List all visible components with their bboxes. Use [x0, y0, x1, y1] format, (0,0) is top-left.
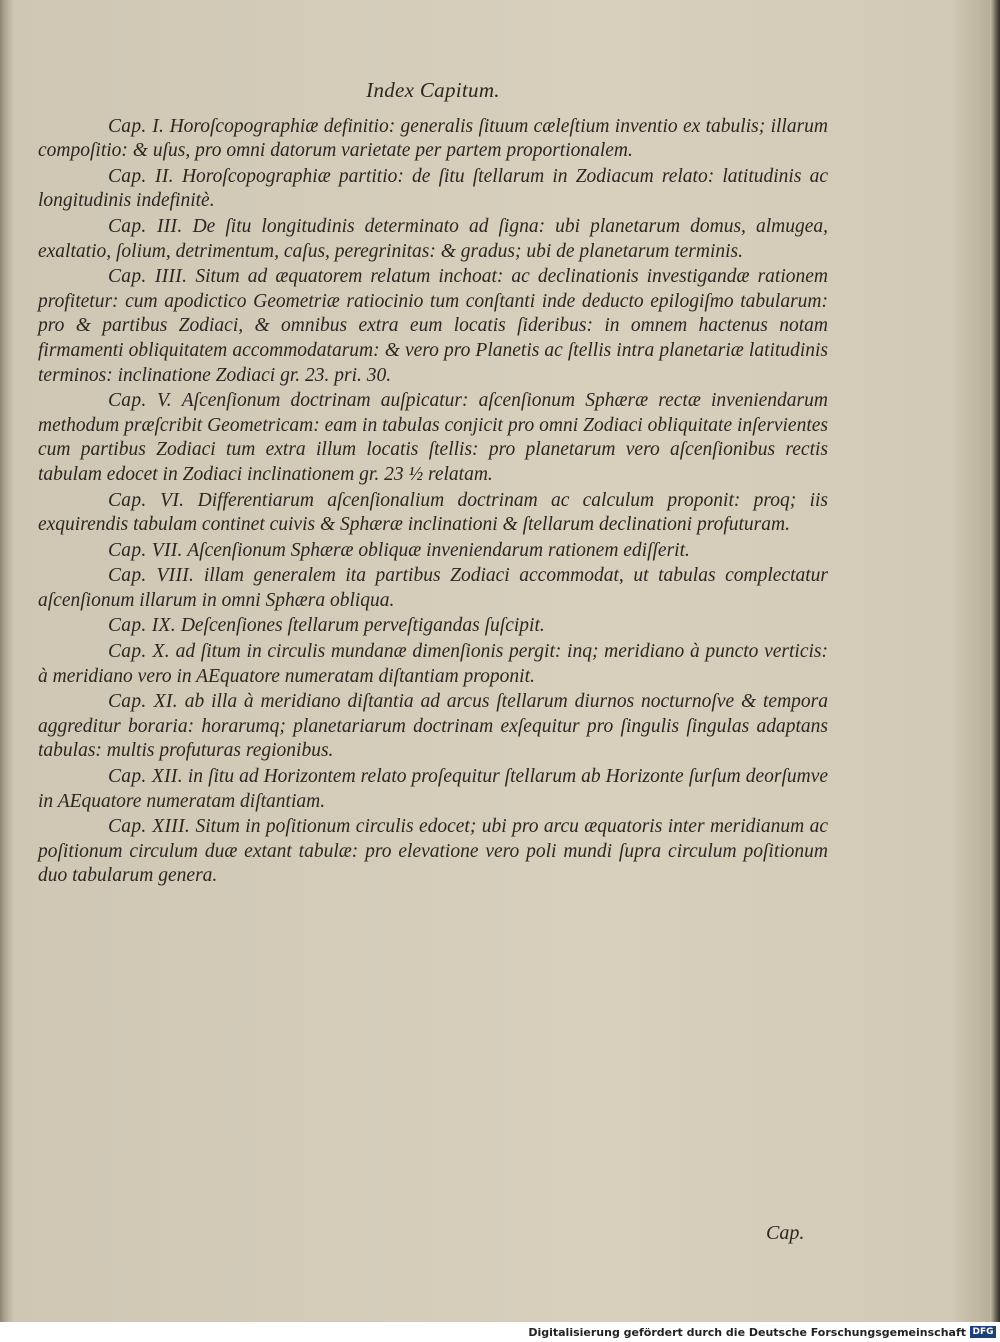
- chapter-summary: Aſcenſionum Sphæræ obliquæ inveniendarum rationem ediſſerit.: [187, 539, 690, 561]
- chapter-entry-6: [38, 489, 828, 538]
- chapter-label: Cap. VII.: [108, 539, 183, 561]
- chapter-entry-13: [38, 815, 828, 889]
- chapter-entry-8: [38, 564, 828, 613]
- chapter-label: Cap. XII.: [108, 766, 183, 788]
- chapter-label: Cap. VIII.: [108, 565, 195, 587]
- chapter-label: Cap. V.: [108, 390, 172, 412]
- chapter-summary: De ſitu longitudinis determinato ad ſigna: ubi planetarum domus, almugea, exaltatio, ſolium, detrimentum, caſus, peregrinitas: & gradus; ubi de planetarum terminis.: [38, 215, 828, 262]
- catchword: Cap.: [766, 1222, 805, 1244]
- chapter-entry-9: [38, 614, 828, 639]
- chapter-label: Cap. IIII.: [108, 266, 188, 288]
- chapter-label: Cap. XIII.: [108, 816, 191, 838]
- chapter-label: Cap. X.: [108, 641, 170, 663]
- chapter-entry-11: [38, 690, 828, 764]
- chapter-summary: Horoſcopographiæ partitio: de ſitu ſtellarum in Zodiacum relato: latitudinis ac longitudinis indefinitè.: [38, 165, 828, 212]
- chapter-entry-2: [38, 165, 828, 214]
- chapter-summary: Differentiarum aſcenſionalium doctrinam ac calculum proponit: proq; iis exquirendis tabulam continet cuivis & Sphæræ inclinationi & ſtellarum declinationi profuturam.: [38, 489, 828, 536]
- chapter-summary: Situm ad æquatorem relatum inchoat: ac declinationis investigandæ rationem profitetur: cum apodictico Geometriæ ratiocinio tum conſtanti inde deducto epilogiſmo tabularum: pro & partibus Zodiaci, & omnibus extra eum locatis ſideribus: in omnem hactenus notam firmamenti obliquitatem accommodatarum: & vero pro Planetis ac ſtellis intra planetariæ latitudinis terminos: inclinatione Zodiaci gr. 23. pri. 30.: [38, 266, 829, 386]
- chapter-summary: in ſitu ad Horizontem relato proſequitur ſtellarum ab Horizonte ſurſum deorſumve in AEquatore numeratam diſtantiam.: [38, 766, 829, 812]
- chapter-label: Cap. IX.: [108, 615, 176, 637]
- chapter-entry-4: [38, 265, 828, 388]
- chapter-entry-7: [38, 539, 828, 564]
- chapter-label: Cap. XI.: [108, 691, 178, 713]
- chapter-summary: Aſcenſionum doctrinam auſpicatur: aſcenſionum Sphæræ rectæ inveniendarum methodum præſcribit Geometricam: eam in tabulas conjicit pro omni Zodiaci obliquitate inſervientes cum partibus Zodiaci tum extra illum locatis ſtellis: pro planetarum vero aſcenſionibus rectis tabulam edocet in Zodiaci inclinationem gr. 23 ½ relatam.: [38, 390, 828, 485]
- binding-edge-shadow: [990, 0, 1000, 1322]
- chapter-summary: illam generalem ita partibus Zodiaci accommodat, ut tabulas complectatur aſcenſionum illarum in omni Sphæra obliqua.: [38, 565, 828, 611]
- chapter-label: Cap. VI.: [108, 489, 185, 511]
- chapter-summary: ab illa à meridiano diſtantia ad arcus ſtellarum diurnos nocturnoſve & tempora aggreditur boraria: horarumq; planetariarum doctrinam exſequitur pro ſingulis ſingulas adaptans tabulas: multis profuturas regionibus.: [38, 691, 828, 762]
- dfg-logo: DFG: [970, 1326, 996, 1338]
- page-title: Index Capitum.: [366, 78, 500, 102]
- chapter-summary: ad ſitum in circulis mundanæ dimenſionis pergit: inq; meridiano à puncto verticis: à meridiano vero in AEquatore numeratam diſtantiam proponit.: [38, 641, 828, 687]
- chapter-summary: Horoſcopographiæ definitio: generalis ſituum cæleſtium inventio ex tabulis; illarum compoſitio: & uſus, pro omni datorum varietate per partem proportionalem.: [38, 115, 828, 162]
- chapter-summary: Situm in poſitionum circulis edocet; ubi pro arcu æquatoris inter meridianum ac poſitionum circulum duæ extant tabulæ: pro elevatione vero poli mundi ſupra circulum poſitionum duo tabularum genera.: [38, 816, 828, 887]
- chapter-entry-3: [38, 215, 828, 264]
- chapter-entry-1: [38, 115, 828, 164]
- chapter-label: Cap. II.: [108, 165, 174, 187]
- page-text-block: [38, 78, 828, 890]
- chapter-entry-12: [38, 765, 828, 814]
- chapter-summary: Deſcenſiones ſtellarum perveſtigandas ſuſcipit.: [180, 615, 545, 637]
- chapter-entry-10: [38, 640, 828, 689]
- funding-notice: Digitalisierung gefördert durch die Deutsche Forschungsgemeinschaft: [528, 1326, 966, 1339]
- digitization-footer: [0, 1322, 1000, 1342]
- chapter-label: Cap. I.: [108, 115, 165, 137]
- chapter-label: Cap. III.: [108, 215, 183, 237]
- chapter-entry-5: [38, 389, 828, 487]
